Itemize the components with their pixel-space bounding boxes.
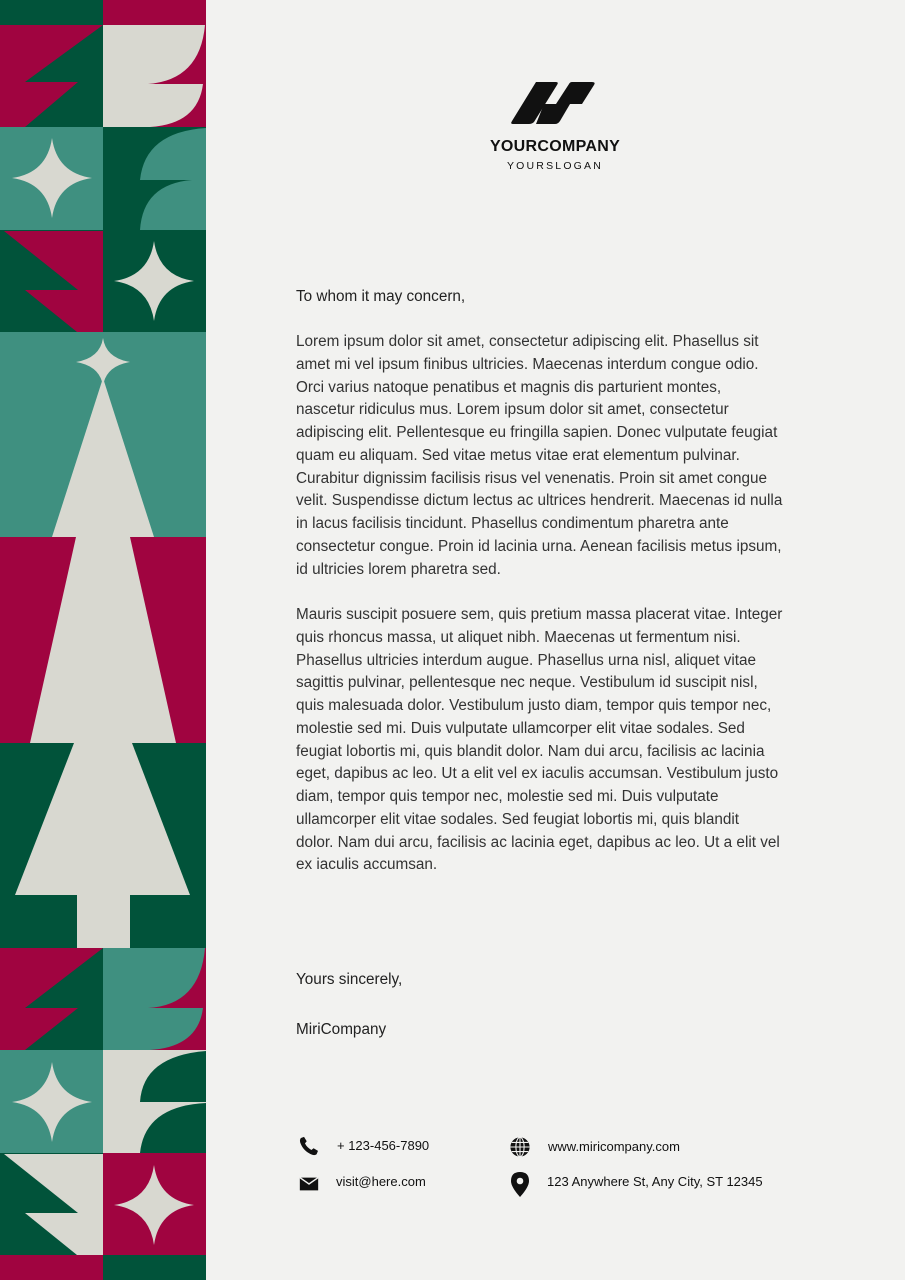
text-line: velit. Suspendisse dictum lectus ac ultrices hendrerit. Maecenas id nulla [296, 492, 783, 510]
text-line: ex iaculis accumsan. [296, 856, 438, 874]
greeting: To whom it may concern, [296, 288, 466, 305]
text-line: in lacus facilisis tincidunt. Phasellus condimentum pharetra ante [296, 515, 729, 532]
company-logo [455, 80, 655, 172]
text-line: amet mi vel ipsum finibus ultricies. Maecenas interdum congue odio. [296, 355, 759, 373]
website-text: www.miricompany.com [548, 1139, 680, 1154]
location-pin-icon [509, 1171, 531, 1198]
closing: Yours sincerely, [296, 971, 403, 988]
logo-mark-icon [510, 80, 600, 126]
text-line: sagittis pulvinar, pellentesque nec neque. Vestibulum id suscipit nisl, [296, 674, 758, 692]
text-line: consectetur congue. Proin id lacinia urna. Aenean facilisis metus ipsum, [296, 537, 782, 555]
text-line: Curabitur dignissim facilisis risus vel venenatis. Proin sit amet congue [296, 469, 767, 487]
text-line: ullamcorper elit vitae sodales. Sed feugiat lobortis mi, quis blandit [296, 810, 739, 828]
phone-text: + 123-456-7890 [337, 1138, 430, 1153]
text-line: molestie sed mi. Duis vulputate ullamcorper elit vitae sodales. Sed [296, 719, 745, 737]
text-line: quis rhoncus massa, ut aliquet nibh. Maecenas ut fermentum nisi. [296, 628, 741, 646]
text-line: dolor. Nam dui arcu, facilisis ac lacinia eget, dapibus ac leo. Ut a elit vel [296, 833, 780, 851]
body-paragraph-2 [296, 604, 782, 877]
globe-icon [509, 1136, 531, 1158]
company-name: YOURCOMPANY [489, 138, 621, 155]
text-line: quis malesuada dolor. Vestibulum justo diam, tempor quis tempor nec, [296, 697, 772, 714]
text-line: diam, tempor quis tempor nec, molestie sed mi. Duis vulputate [296, 788, 719, 805]
text-line: eget, dapibus ac leo. Ut a elit vel ex iaculis accumsan. Vestibulum justo [296, 765, 779, 783]
text-line: Phasellus ultricies interdum augue. Phasellus urna nisl, aliquet vitae [296, 651, 757, 669]
email-text: visit@here.com [336, 1174, 426, 1189]
decorative-pattern-strip [0, 0, 206, 1280]
text-line: feugiat lobortis mi, quis blandit dolor. Nam dui arcu, facilisis ac lacinia [296, 742, 765, 760]
body-paragraph-1 [296, 331, 782, 581]
address-text: 123 Anywhere St, Any City, ST 12345 [547, 1174, 763, 1189]
company-slogan: YOURSLOGAN [506, 160, 604, 172]
text-line: Lorem ipsum dolor sit amet, consectetur adipiscing elit. Phasellus sit [296, 333, 759, 350]
text-line: adipiscing elit. Pellentesque eu fringilla sapien. Donec vulputate feugiat [296, 424, 778, 441]
mail-icon [298, 1173, 320, 1195]
signature: MiriCompany [296, 1021, 387, 1038]
text-line: id ultricies lorem pharetra sed. [296, 560, 501, 578]
text-line: quam eu aliquam. Sed vitae metus vitae erat elementum pulvinar. [296, 446, 740, 464]
text-line: Orci varius natoque penatibus et magnis dis parturient montes, [296, 378, 722, 396]
text-line: Mauris suscipit posuere sem, quis pretium massa placerat vitae. Integer [296, 606, 783, 623]
phone-icon [298, 1135, 320, 1157]
text-line: nascetur ridiculus mus. Lorem ipsum dolor sit amet, consectetur [296, 401, 729, 419]
